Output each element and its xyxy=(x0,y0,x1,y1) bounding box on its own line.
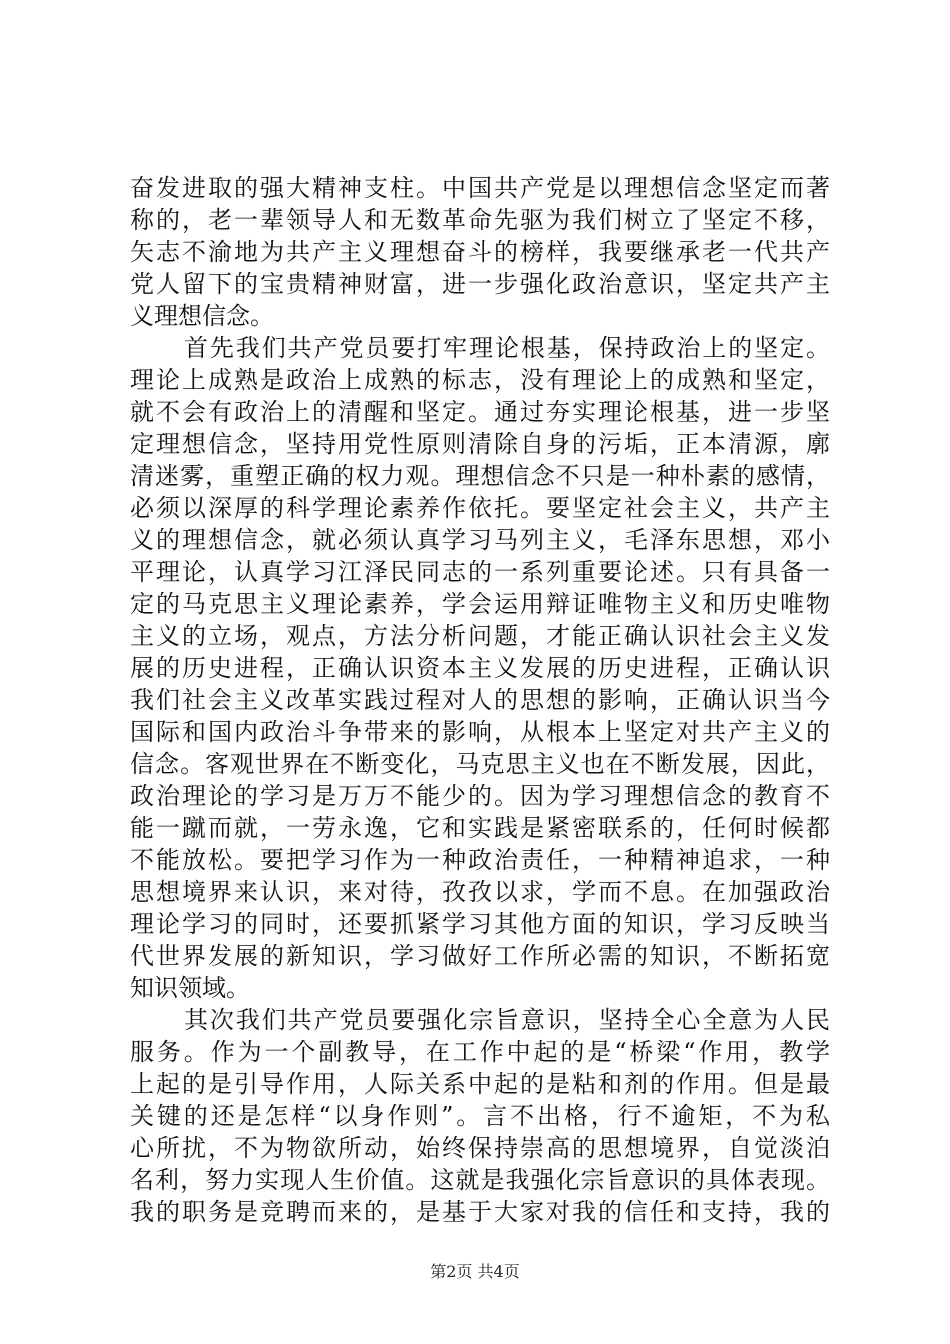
text-line: 矢志不渝地为共产主义理想奋斗的榜样，我要继承老一代共产 xyxy=(130,238,830,266)
document-body xyxy=(130,172,830,1228)
text-line: 名利，努力实现人生价值。这就是我强化宗旨意识的具体表现。 xyxy=(130,1166,830,1194)
text-line: 能一蹴而就，一劳永逸，它和实践是紧密联系的，任何时候都 xyxy=(130,814,830,842)
text-line: 政治理论的学习是万万不能少的。因为学习理想信念的教育不 xyxy=(130,782,830,810)
text-line: 理论学习的同时，还要抓紧学习其他方面的知识，学习反映当 xyxy=(130,910,830,938)
text-line: 知识领域。 xyxy=(130,974,250,1002)
text-line: 理论上成熟是政治上成熟的标志，没有理论上的成熟和坚定， xyxy=(130,366,830,394)
text-line: 平理论，认真学习江泽民同志的一系列重要论述。只有具备一 xyxy=(130,558,830,586)
text-line: 定的马克思主义理论素养，学会运用辩证唯物主义和历史唯物 xyxy=(130,590,830,618)
text-line: 不能放松。要把学习作为一种政治责任，一种精神追求，一种 xyxy=(130,846,830,874)
text-line: 奋发进取的强大精神支柱。中国共产党是以理想信念坚定而著 xyxy=(130,174,830,202)
text-line: 展的历史进程，正确认识资本主义发展的历史进程，正确认识 xyxy=(130,654,830,682)
paragraph-start-line: 首先我们共产党员要打牢理论根基，保持政治上的坚定。 xyxy=(184,334,830,362)
page-number-label: 第2页 共4页 xyxy=(430,1262,520,1281)
text-line: 关键的还是怎样“以身作则”。言不出格，行不逾矩，不为私 xyxy=(130,1102,830,1130)
paragraph-start-line: 其次我们共产党员要强化宗旨意识，坚持全心全意为人民 xyxy=(184,1006,830,1034)
text-line: 称的，老一辈领导人和无数革命先驱为我们树立了坚定不移， xyxy=(130,206,830,234)
text-line: 定理想信念，坚持用党性原则清除自身的污垢，正本清源，廓 xyxy=(130,430,830,458)
text-line: 必须以深厚的科学理论素养作依托。要坚定社会主义，共产主 xyxy=(130,494,830,522)
text-line: 服务。作为一个副教导，在工作中起的是“桥梁“作用，教学 xyxy=(130,1038,830,1066)
text-line: 党人留下的宝贵精神财富，进一步强化政治意识，坚定共产主 xyxy=(130,270,830,298)
text-line: 信念。客观世界在不断变化，马克思主义也在不断发展，因此， xyxy=(130,750,830,778)
text-line: 心所扰，不为物欲所动，始终保持崇高的思想境界，自觉淡泊 xyxy=(130,1134,830,1162)
text-line: 就不会有政治上的清醒和坚定。通过夯实理论根基，进一步坚 xyxy=(130,398,830,426)
text-line: 上起的是引导作用，人际关系中起的是粘和剂的作用。但是最 xyxy=(130,1070,830,1098)
text-line: 代世界发展的新知识，学习做好工作所必需的知识，不断拓宽 xyxy=(130,942,830,970)
text-line: 我们社会主义改革实践过程对人的思想的影响，正确认识当今 xyxy=(130,686,830,714)
text-line: 思想境界来认识，来对待，孜孜以求，学而不息。在加强政治 xyxy=(130,878,830,906)
text-line: 主义的立场，观点，方法分析问题，才能正确认识社会主义发 xyxy=(130,622,830,650)
text-line: 义理想信念。 xyxy=(130,302,274,330)
text-line: 我的职务是竞聘而来的，是基于大家对我的信任和支持，我的 xyxy=(130,1198,830,1226)
text-line: 清迷雾，重塑正确的权力观。理想信念不只是一种朴素的感情， xyxy=(130,462,830,490)
text-line: 国际和国内政治斗争带来的影响，从根本上坚定对共产主义的 xyxy=(130,718,830,746)
page-footer xyxy=(0,1262,950,1282)
text-line: 义的理想信念，就必须认真学习马列主义，毛泽东思想，邓小 xyxy=(130,526,830,554)
